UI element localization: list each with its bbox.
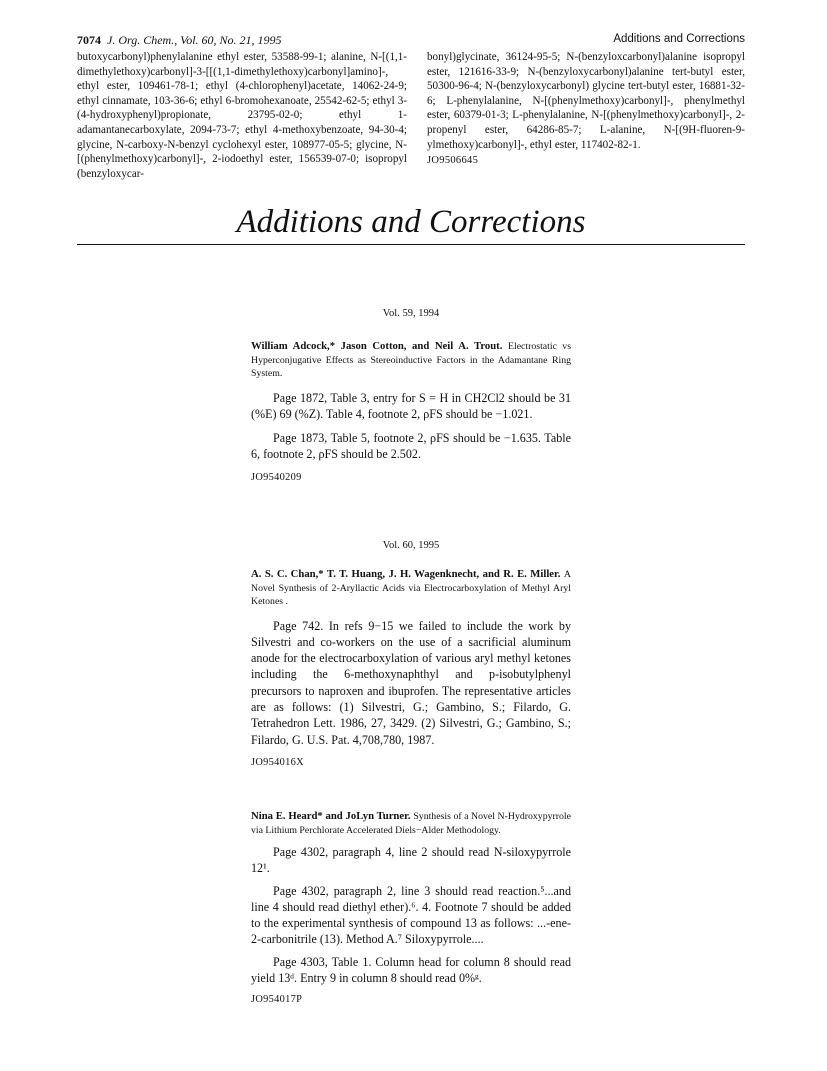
entry-header (251, 568, 571, 609)
top-column-left (77, 50, 407, 181)
entry-paragraph: Page 4303, Table 1. Column head for column 8 should read yield 13ᵈ. Entry 9 in column 8 should read 0%ᵍ. (251, 954, 571, 986)
article-code: JO9506645 (427, 155, 479, 167)
page-number: 7074 (77, 33, 101, 47)
entry-title: Electrostatic vs Hyperconjugative Effects as Stereoinductive Factors in the Adamantane Ring System. (251, 341, 572, 379)
journal-citation: J. Org. Chem., Vol. 60, No. 21, 1995 (107, 33, 282, 47)
entry-title: A Novel Synthesis of 2-Aryllactic Acids via Electrocarboxylation of Methyl Aryl Ketones . (251, 569, 571, 607)
entry-paragraph: Page 742. In refs 9−15 we failed to include the work by Silvestri and co-workers on the use of a sacrificial aluminum anode for the electrocarboxylation of various aryl methyl ketones including the 6-methoxynaphthyl and p-isobutylphenyl precursors to naproxen and ibuprofen. The representative articles are as follows: (1) Silvestri, G.; Gambino, S.; Filardo, G. Tetrahedron Lett. 1986, 27, 3429. (2) Silvestri, G.; Gambino, S.; Filardo, G. U.S. Pat. 4,708,780, 1987. (251, 618, 571, 747)
top-column-right (427, 50, 745, 169)
running-head-section: Additions and Corrections (613, 33, 745, 45)
section-rule (77, 244, 745, 245)
entry-header (251, 810, 571, 837)
volume-heading: Vol. 60, 1995 (382, 540, 440, 551)
entry-header (251, 340, 571, 381)
entry-authors: Nina E. Heard* and JoLyn Turner. (251, 810, 411, 822)
entry-authors: William Adcock,* Jason Cotton, and Neil A. Trout. (251, 340, 503, 352)
article-code: JO954016X (251, 756, 304, 768)
running-head-left (77, 33, 282, 48)
correction-entry (251, 308, 571, 483)
article-code: JO954017P (251, 994, 303, 1006)
correction-entry (251, 810, 571, 1005)
running-head (77, 33, 745, 49)
column-text: bonyl)glycinate, 36124-95-5; N-(benzyloxcarbonyl)alanine isopropyl ester, 121616-33-9; N-(benzyloxycarbonyl)alanine tert-butyl ester, 50300-96-4; N-(benzyloxycarbonyl) glycine tert-butyl ester, 16881-32-6; L-phenylalanine, N-[(phenylmethoxy)carbonyl]-, phenylmethyl ester, 60379-01-3; L-phenylalanine, N-[(phenylmethoxy)carbonyl]-, 2-propenyl ester, 64286-85-7; L-alanine, N-[(9H-fluoren-9-ylmethoxy)carbonyl]-, ethyl ester, 117402-82-1. (427, 51, 745, 151)
column-text: butoxycarbonyl)phenylalanine ethyl ester, 53588-99-1; alanine, N-[(1,1-dimethylethoxy)carbonyl]-3-[[(1,1-dimethylethoxy)carbonyl]amino]-, ethyl ester, 109461-78-1; ethyl (4-chlorophenyl)acetate, 14062-24-9; ethyl cinnamate, 103-36-6; ethyl 6-bromohexanoate, 25542-62-5; ethyl 3-(4-hydroxyphenyl)propionate, 23795-02-0; ethyl 1-adamantanecarboxylate, 2094-73-7; ethyl 4-methoxybenzoate, 94-30-4; glycine, N-carboxy-N-benzyl cyclohexyl ester, 108977-05-5; glycine, N-[(phenylmethoxy)carbonyl]-, 2-iodoethyl ester, 156539-07-0; isopropyl (benzyloxycar- (77, 51, 407, 180)
entry-paragraph: Page 1872, Table 3, entry for S = H in CH2Cl2 should be 31 (%E) 69 (%Z). Table 4, footnote 2, ρFS should be −1.021. (251, 390, 571, 421)
section-title: Additions and Corrections (236, 204, 586, 240)
entry-authors: A. S. C. Chan,* T. T. Huang, J. H. Wagenknecht, and R. E. Miller. (251, 568, 561, 580)
entry-paragraph: Page 4302, paragraph 2, line 3 should read reaction.⁵...and line 4 should read diethyl ether).⁶. 4. Footnote 7 should be added to the experimental synthesis of compound 13 as follows: ...-ene-2-carbonitrile (13). Method A.⁷ Siloxypyrrole.... (251, 883, 571, 947)
entry-paragraph: Page 4302, paragraph 4, line 2 should read N-siloxypyrrole 12¹. (251, 845, 571, 876)
entry-paragraph: Page 1873, Table 5, footnote 2, ρFS should be −1.635. Table 6, footnote 2, ρFS should be 2.502. (251, 431, 571, 462)
volume-heading: Vol. 59, 1994 (382, 308, 440, 319)
article-code: JO9540209 (251, 471, 302, 483)
entry-title: Synthesis of a Novel N-Hydroxypyrrole via Lithium Perchlorate Accelerated Diels−Alder Methodology. (251, 811, 571, 836)
correction-entry (251, 540, 571, 768)
